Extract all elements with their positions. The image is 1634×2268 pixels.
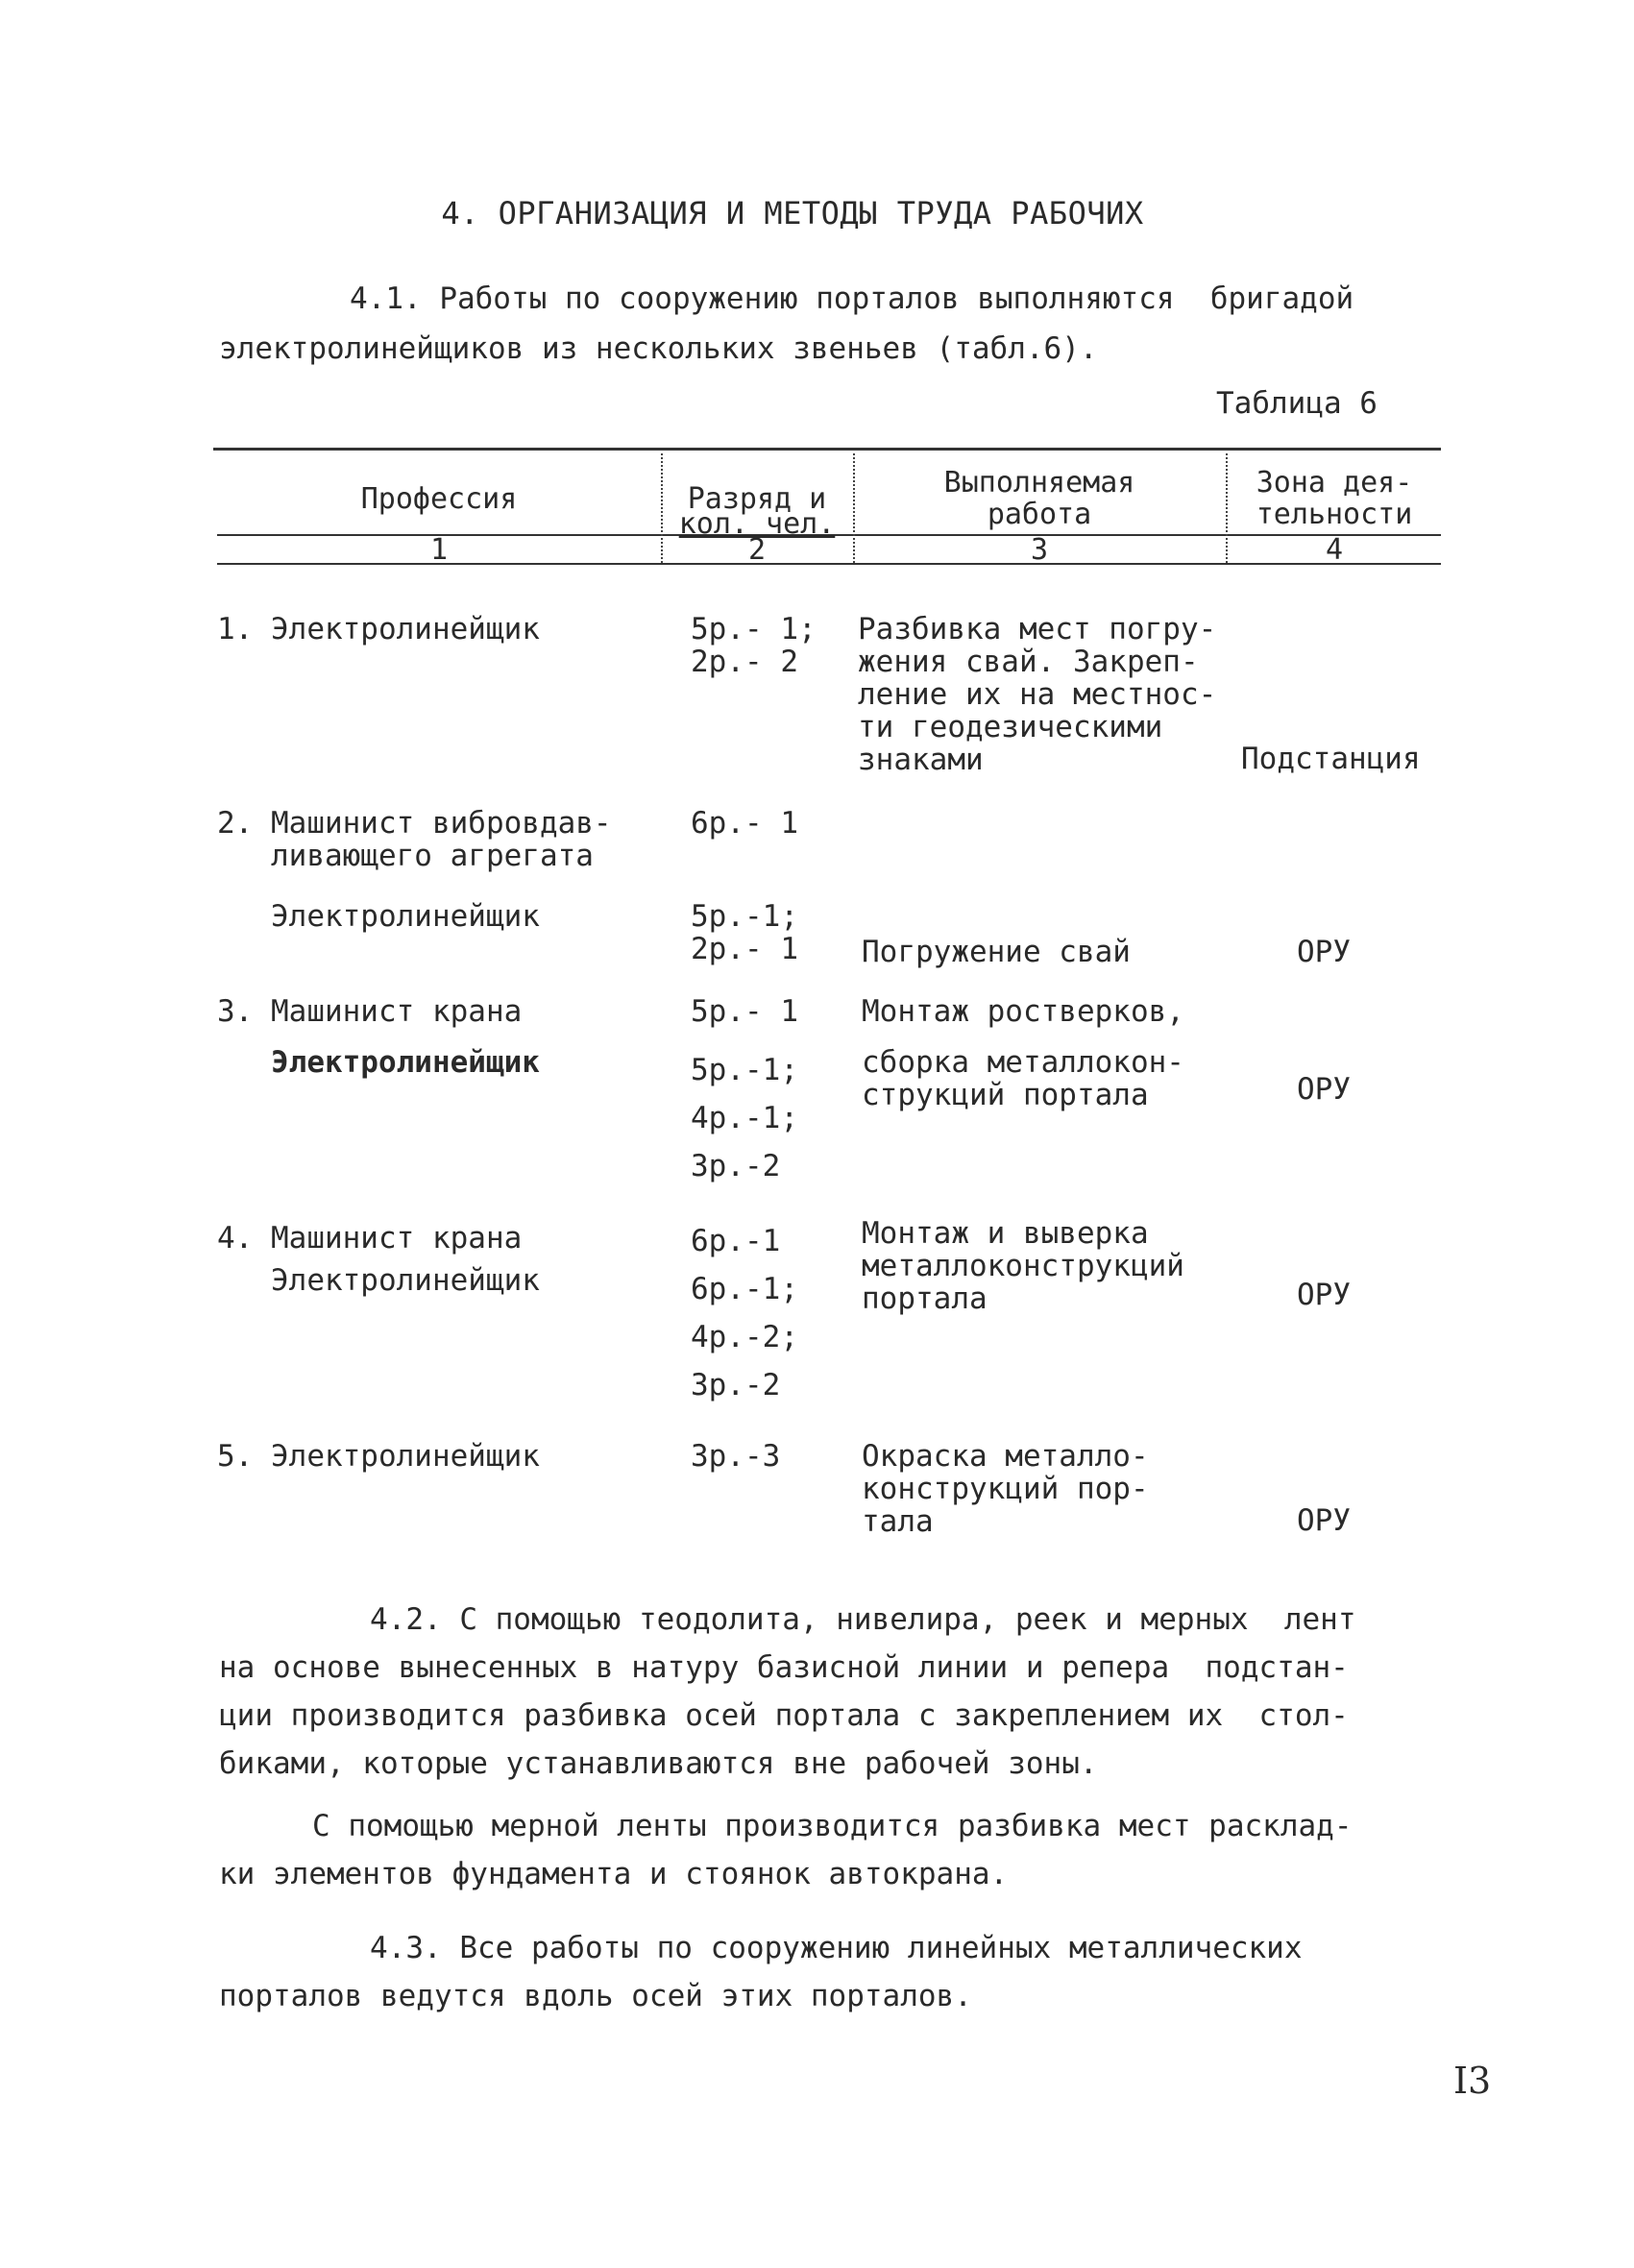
para-4-3-line-2: порталов ведутся вдоль осей этих порталов. — [219, 1979, 972, 2013]
row4-profession: 3. Машинист крана — [217, 994, 523, 1029]
row3-grade: 5р.-1; 2р.- 1 — [691, 899, 798, 966]
para-4-2-line-3: ции производится разбивка осей портала с закреплением их стол- — [219, 1698, 1349, 1733]
intro-line-1: 4.1. Работы по сооружению порталов выполняются бригадой — [350, 281, 1354, 316]
row6-grade: 6р.-1 6р.-1; 4р.-2; 3р.-2 — [691, 1224, 798, 1402]
row5-zone: ОРУ — [1297, 1072, 1351, 1107]
header-work-line2: работа — [987, 498, 1092, 531]
col-number-3: 3 — [1030, 533, 1049, 567]
col-number-4: 4 — [1325, 533, 1344, 567]
section-title: 4. ОРГАНИЗАЦИЯ И МЕТОДЫ ТРУДА РАБОЧИХ — [441, 195, 1144, 232]
para-tape-line-2: ки элементов фундамента и стоянок автокрана. — [219, 1857, 1009, 1891]
row3-zone: ОРУ — [1297, 935, 1351, 969]
para-4-2-line-4: биками, которые устанавливаются вне рабочей зоны. — [219, 1746, 1098, 1781]
col-number-2: 2 — [747, 533, 767, 567]
row1-zone: Подстанция — [1241, 742, 1421, 776]
row2-grade: 6р.- 1 — [691, 806, 798, 841]
header-zone-line2: тельности — [1256, 498, 1413, 531]
intro-line-2: электролинейщиков из нескольких звеньев (табл.6). — [219, 331, 1098, 366]
header-zone-line1: Зона дея- — [1256, 466, 1413, 500]
row6-zone: ОРУ — [1297, 1278, 1351, 1312]
header-profession: Профессия — [360, 482, 518, 516]
row4-work: Монтаж ростверков, — [862, 994, 1184, 1029]
row1-grade: 5р.- 1; 2р.- 2 — [691, 612, 817, 679]
para-4-3-line-1: 4.3. Все работы по сооружению линейных металлических — [370, 1931, 1303, 1965]
row5-work: сборка металлокон- струкций портала — [862, 1045, 1184, 1112]
header-grade-line2: кол. чел. — [678, 507, 836, 541]
row6-profession: 4. Машинист крана Электролинейщик — [217, 1221, 540, 1298]
row4-grade: 5р.- 1 — [691, 994, 798, 1029]
row7-profession: 5. Электролинейщик — [217, 1439, 540, 1474]
para-4-2-line-2: на основе вынесенных в натуру базисной линии и репера подстан- — [219, 1650, 1349, 1685]
header-work-line1: Выполняемая — [943, 466, 1135, 500]
row6-work: Монтаж и выверка металлоконструкций портала — [862, 1216, 1184, 1316]
col-number-1: 1 — [429, 533, 449, 567]
row7-work: Окраска металло- конструкций пор- тала — [862, 1439, 1149, 1539]
row1-profession: 1. Электролинейщик — [217, 612, 540, 646]
table-caption: Таблица 6 — [1216, 386, 1378, 421]
row2-profession: 2. Машинист вибровдав- ливающего агрегата — [217, 806, 612, 873]
para-4-2-line-1: 4.2. С помощью теодолита, нивелира, реек и мерных лент — [370, 1602, 1356, 1637]
row5-profession: Электролинейщик — [217, 1045, 540, 1080]
header-grade-line1: Разряд и — [687, 482, 827, 516]
row3-work: Погружение свай — [862, 935, 1131, 969]
row5-grade: 5р.-1; 4р.-1; 3р.-2 — [691, 1053, 798, 1183]
row1-work: Разбивка мест погру- жения свай. Закреп- ление их на местнос- ти геодезическими знаками — [858, 612, 1217, 777]
row3-profession: Электролинейщик — [217, 899, 540, 934]
page-number: I3 — [1453, 2060, 1492, 2102]
para-tape-line-1: С помощью мерной ленты производится разбивка мест расклад- — [312, 1809, 1353, 1843]
table-top-rule — [213, 448, 1441, 451]
row7-zone: ОРУ — [1297, 1503, 1351, 1538]
row7-grade: 3р.-3 — [691, 1439, 781, 1474]
